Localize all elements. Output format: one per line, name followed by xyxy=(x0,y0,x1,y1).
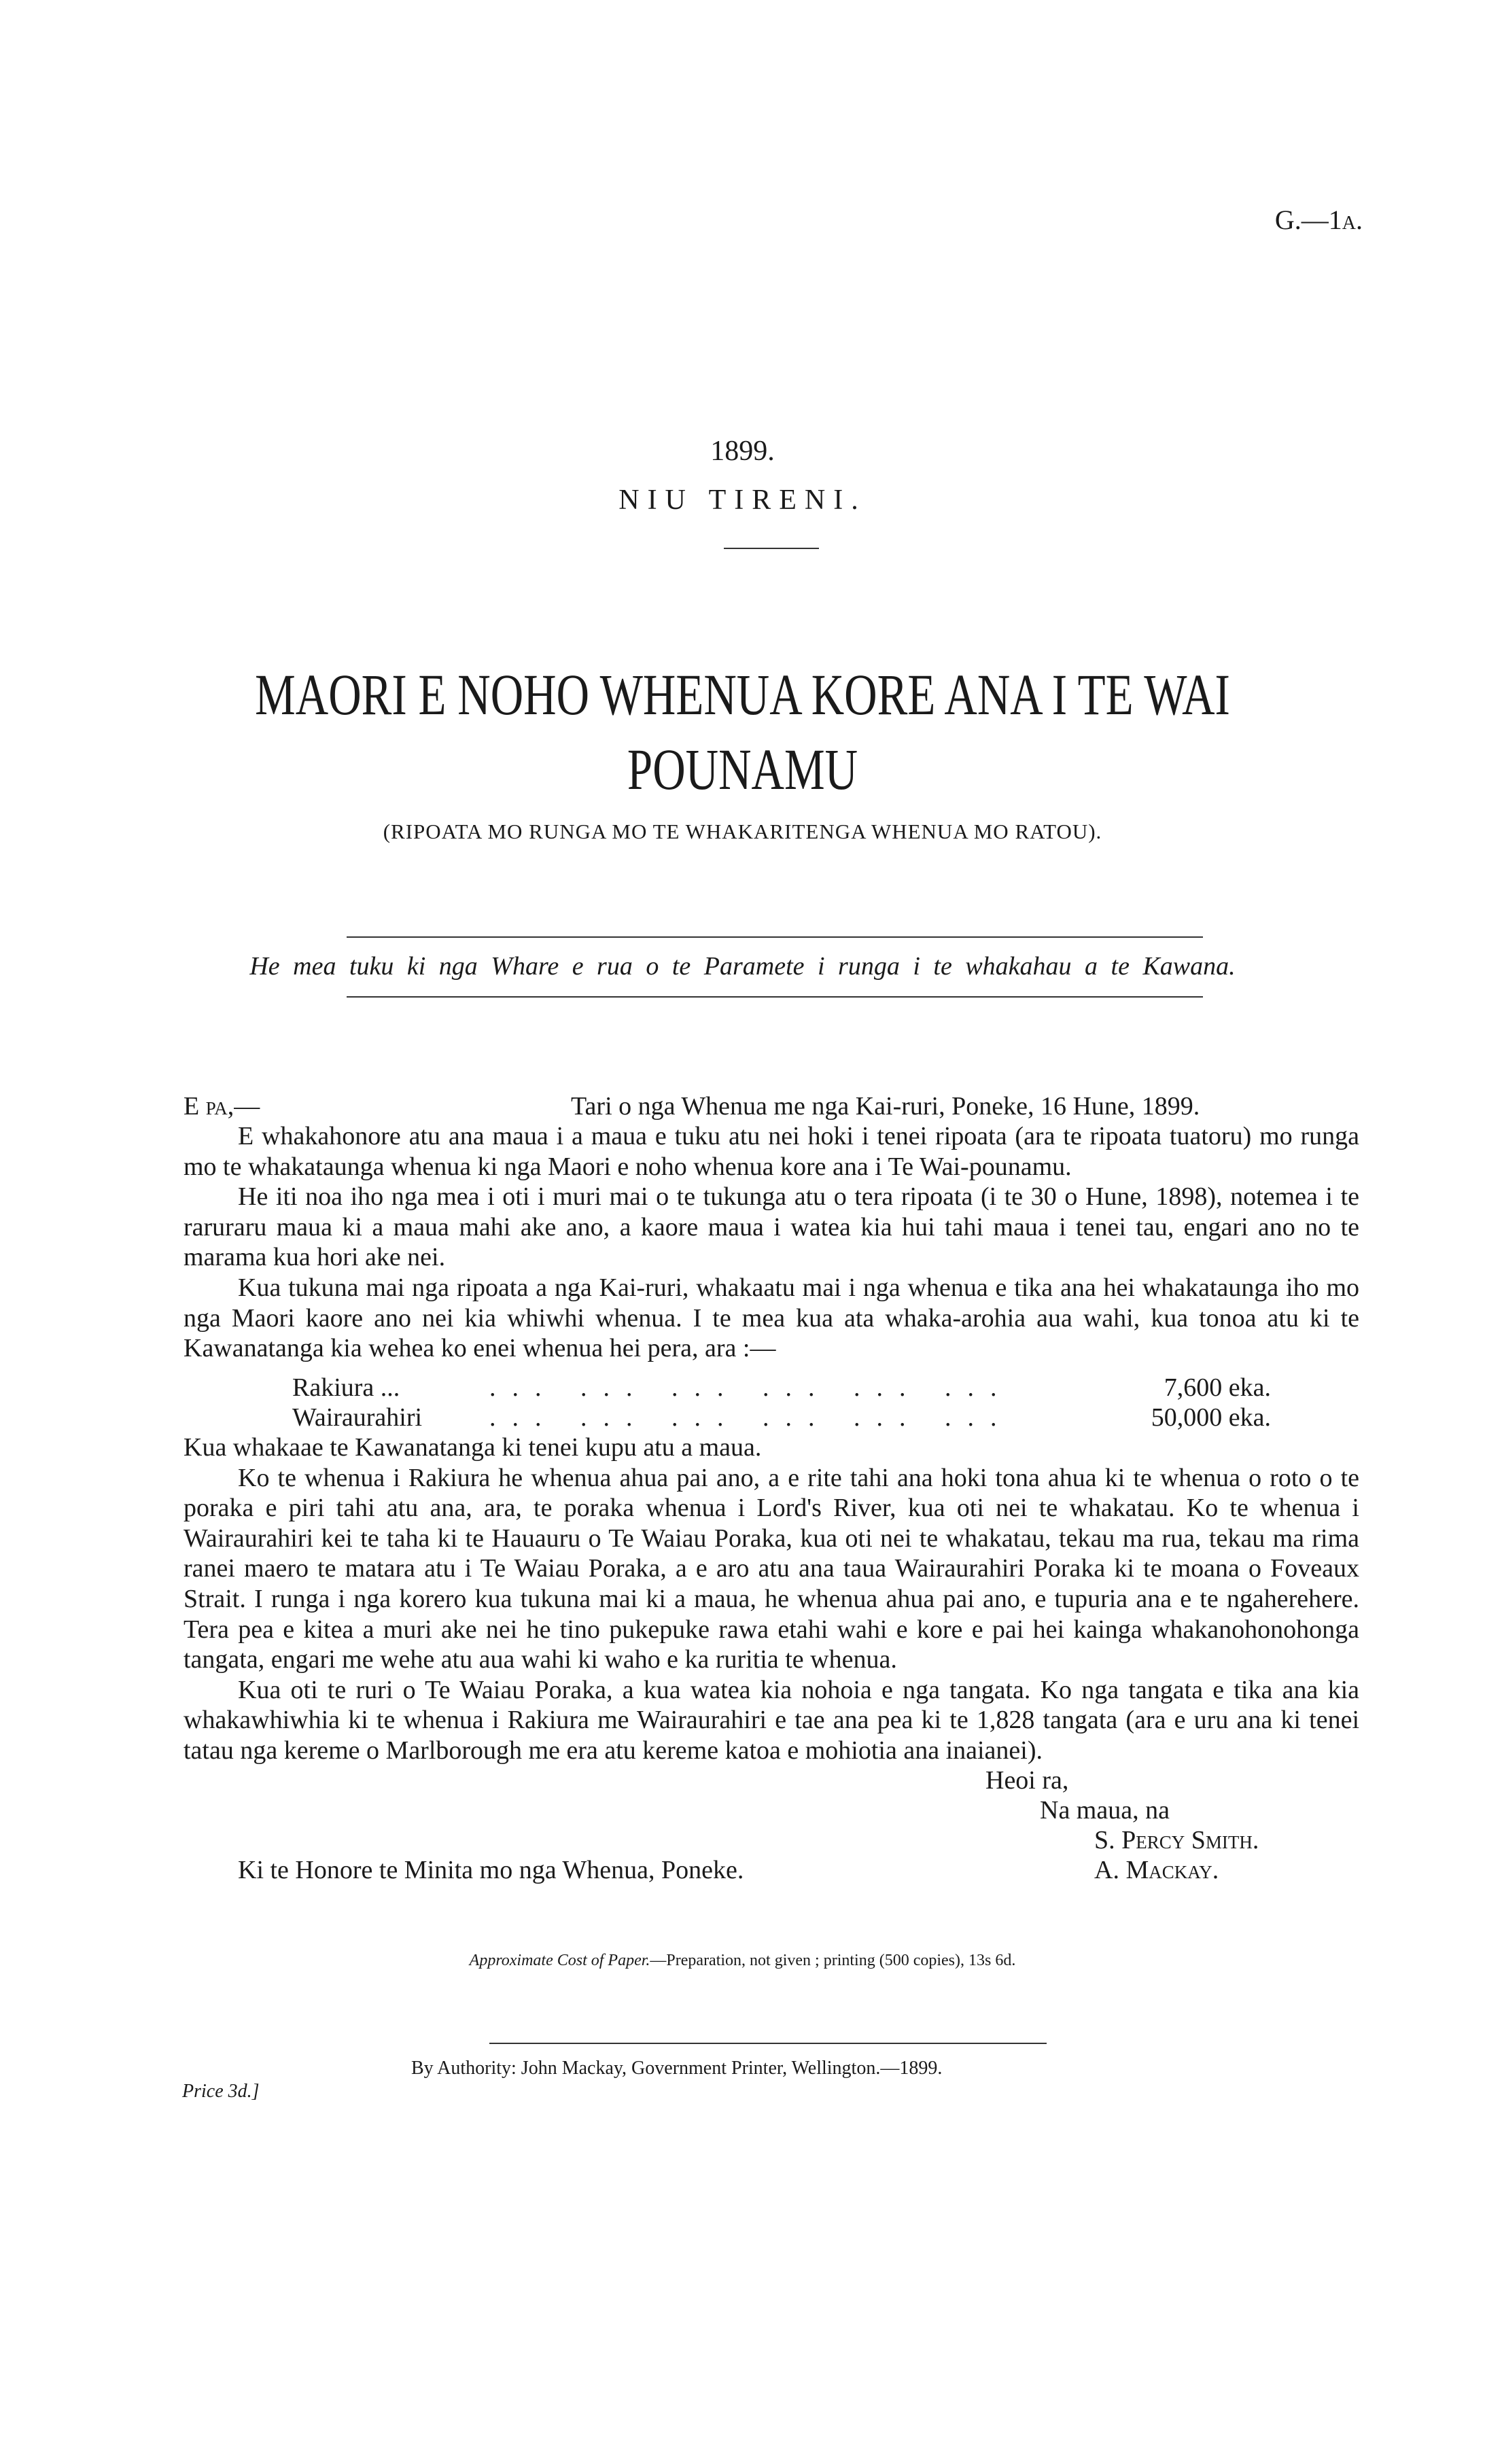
letter-body-bottom xyxy=(184,1432,1359,1766)
footer-rule xyxy=(489,2043,1047,2044)
price: Price 3d.] xyxy=(182,2081,260,2102)
salutation: E pa,— xyxy=(184,1092,260,1121)
cost-label: Approximate Cost of Paper. xyxy=(469,1952,650,1969)
land-area: 7,600 eka. xyxy=(1164,1373,1271,1402)
authority-line: By Authority: John Mackay, Government Printer, Wellington.—1899. xyxy=(411,2058,943,2079)
land-area: 50,000 eka. xyxy=(1151,1403,1271,1432)
land-name: Rakiura ... xyxy=(292,1373,400,1402)
signer-1: S. Percy Smith. xyxy=(1094,1826,1259,1854)
leader-dots: ... ... ... ... ... ... xyxy=(489,1403,1013,1432)
signer-2: A. Mackay. xyxy=(1094,1856,1219,1884)
paragraph-2: He iti noa iho nga mea i oti i muri mai o te tukunga atu o tera ripoata (i te 30 o Hune, 1898), notemea i te raruraru maua ki a maua mahi ake ano, a kaore maua i watea kia hui tahi maua i tenei tau, engari ano no te marama kua hori ake nei. xyxy=(184,1182,1359,1272)
paragraph-5: Ko te whenua i Rakiura he whenua ahua pai ano, a e rite tahi ana hoki tona ahua ki te whenua o roto o te poraka e piri tahi atu ana, ara, te poraka whenua i Lord's River, kua oti nei te whakatau. Ko te whenua i Wairaurahiri kei te taha ki te Hauauru o Te Waiau Poraka, kua oti nei te whakatau, tekau ma rua, tekau ma rima ranei maero te matara atu i Te Waiau Poraka, a e aro atu ana taua Wairaurahiri Poraka ki te moana o Foveaux Strait. I runga i nga korero kua tukuna mai ki a maua, he whenua ahua pai ano, e tupuria ana e te ngaherehere. Tera pea e kitea a muri ake nei he tino pukepuke rawa etahi wahi e kore e pai hei kainga whakanohonohonga tangata, engari me wehe atu aua wahi ki waho e ka ruritia te whenua. xyxy=(184,1463,1359,1674)
table-row xyxy=(292,1373,1271,1403)
paragraph-3: Kua tukuna mai nga ripoata a nga Kai-ruri, whakaatu mai i nga whenua e tika ana hei whakataunga iho mo nga Maori kaore ano nei kia whiwhi whenua. I te mea kua ata whaka-arohia aua wahi, kua tonoa atu ki te Kawanatanga kia wehea ko enei whenua hei pera, ara :— xyxy=(184,1273,1359,1363)
cost-text: —Preparation, not given ; printing (500 copies), 13s 6d. xyxy=(650,1952,1016,1969)
main-title-line2: POUNAMU xyxy=(627,737,858,802)
closing: Heoi ra, xyxy=(985,1766,1069,1795)
closing-line-2: Na maua, na xyxy=(1040,1796,1170,1825)
cost-note xyxy=(0,1952,1485,1970)
paragraph-4: Kua whakaae te Kawanatanga ki tenei kupu atu a maua. xyxy=(184,1433,762,1462)
main-title-line1: MAORI E NOHO WHENUA KORE ANA I TE WAI xyxy=(255,662,1230,727)
presentation-note: He mea tuku ki nga Whare e rua o te Paramete i runga i te whakahau a te Kawana. xyxy=(249,952,1236,981)
short-divider xyxy=(724,548,819,549)
year: 1899. xyxy=(710,436,775,467)
country: NIU TIRENI. xyxy=(618,485,867,516)
document-reference: G.—1a. xyxy=(1274,205,1363,235)
land-name: Wairaurahiri xyxy=(292,1403,423,1432)
top-rule xyxy=(347,936,1203,938)
subtitle: (RIPOATA MO RUNGA MO TE WHAKARITENGA WHENUA MO RATOU). xyxy=(383,820,1102,843)
bottom-rule xyxy=(347,996,1203,998)
paragraph-6: Kua oti te ruri o Te Waiau Poraka, a kua watea kia nohoia e nga tangata. Ko nga tangata e tika ana kia whakawhiwhia ki te whenua i Rakiura me Wairaurahiri e tae ana pea ki te 1,828 tangata (ara e uru ana ki tenei tatau nga kereme o Marlborough me era atu kereme katoa e mohiotia ana inaianei). xyxy=(184,1675,1359,1765)
addressee: Ki te Honore te Minita mo nga Whenua, Poneke. xyxy=(238,1856,744,1884)
paragraph-1: E whakahonore atu ana maua i a maua e tuku atu nei hoki i tenei ripoata (ara te ripoata tuatoru) mo runga mo te whakataunga whenua ki nga Maori e noho whenua kore ana i Te Wai-pounamu. xyxy=(184,1122,1359,1181)
table-row xyxy=(292,1403,1271,1432)
address-date: Tari o nga Whenua me nga Kai-ruri, Poneke, 16 Hune, 1899. xyxy=(571,1092,1200,1121)
letter-body-top xyxy=(184,1121,1359,1364)
leader-dots: ... ... ... ... ... ... xyxy=(489,1373,1013,1402)
